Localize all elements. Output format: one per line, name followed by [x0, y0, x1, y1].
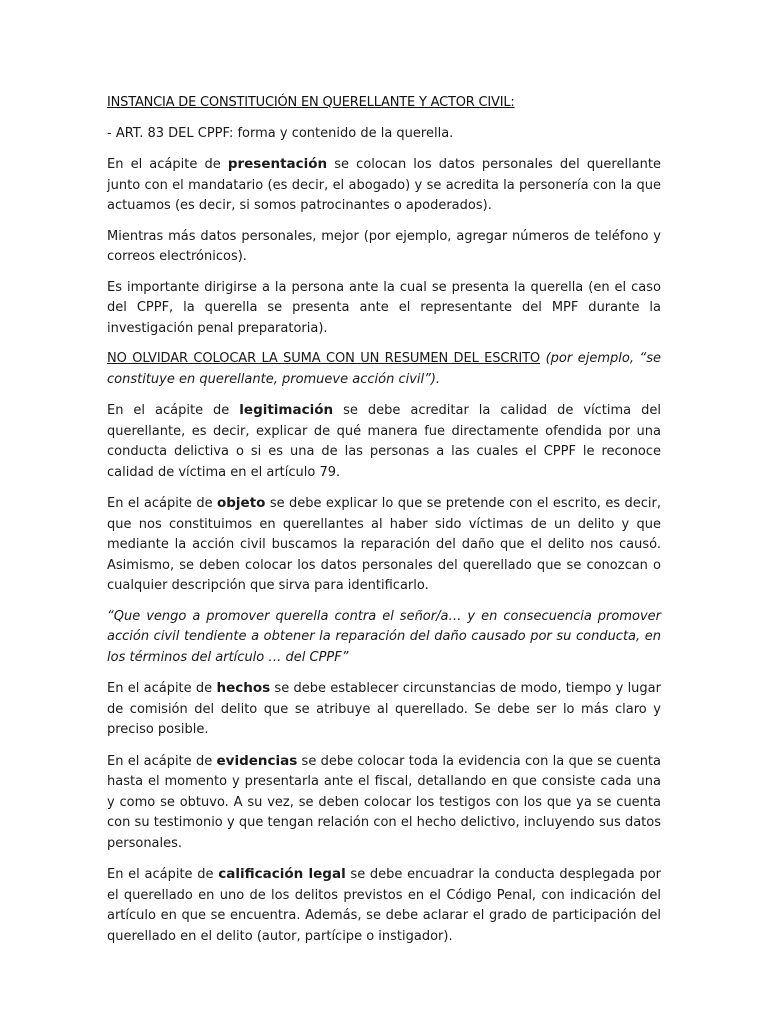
paragraph-body: se colocan los datos personales del querellante junto con el mandatario (es decir, el abogado) y se acredita la personería con la que actuamos (es decir, si somos patrocinantes o apoderados).: [107, 157, 661, 213]
keyword-objeto: objeto: [216, 495, 266, 511]
paragraph-datos-personales: Mientras más datos personales, mejor (por ejemplo, agregar números de teléfono y correos electrónicos).: [107, 228, 661, 264]
keyword-calificacion-legal: calificación legal: [218, 866, 346, 882]
paragraph-no-olvidar: [107, 349, 661, 390]
sample-quote: “Que vengo a promover querella contra el señor/a… y en consecuencia promover acción civil tendiente a obtener la reparación del daño causado por su conducta, en los términos del artículo … del CPPF”: [107, 608, 661, 665]
keyword-presentacion: presentación: [227, 156, 328, 172]
caps-reminder: NO OLVIDAR COLOCAR LA SUMA CON UN RESUMEN DEL ESCRITO: [107, 351, 541, 366]
paragraph-lead: En el acápite de: [107, 403, 240, 418]
paragraph-dirigirse: Es importante dirigirse a la persona ante la cual se presenta la querella (en el caso del CPPF, la querella se presenta ante el representante del MPF durante la investigación penal preparatoria).: [107, 279, 661, 336]
paragraph-body: se debe establecer circunstancias de modo, tiempo y lugar de comisión del delito que se atribuye al querellado. Se debe ser lo más claro y preciso posible.: [107, 681, 661, 737]
reminder-example: (por ejemplo, “se constituye en querellante, promueve acción civil”).: [107, 351, 661, 387]
paragraph-lead: En el acápite de: [107, 867, 219, 882]
paragraph-legitimacion: [107, 400, 661, 483]
paragraph-presentacion: [107, 154, 661, 217]
keyword-evidencias: evidencias: [216, 752, 298, 769]
paragraph-lead: En el acápite de: [107, 681, 217, 696]
paragraph-lead: En el acápite de: [107, 496, 217, 511]
paragraph-body: se debe acreditar la calidad de víctima del querellante, es decir, explicar de qué manera fue directamente ofendida por una conducta delictiva o si es una de las personas a las cuales el CPPF le reconoce calidad de víctima en el artículo 79.: [107, 403, 661, 480]
paragraph-hechos: [107, 678, 661, 741]
document-page: [107, 93, 661, 957]
article-reference: - ART. 83 DEL CPPF: forma y contenido de la querella.: [107, 125, 454, 141]
paragraph-lead: En el acápite de: [107, 753, 217, 769]
paragraph-calificacion-legal: [107, 864, 661, 947]
paragraph-body: se debe colocar toda la evidencia con la que se cuenta hasta el momento y presentarla ante el fiscal, detallando en que consiste cada una y como se obtuvo. A su vez, se deben colocar los testigos con los que ya se cuenta con su testimonio y que tengan relación con el hecho delictivo, incluyendo sus datos personales.: [107, 753, 661, 851]
keyword-hechos: hechos: [216, 680, 271, 696]
paragraph-lead: En el acápite de: [107, 157, 228, 172]
paragraph-evidencias: [107, 751, 661, 855]
paragraph-body: se debe explicar lo que se pretende con el escrito, es decir, que nos constituimos en querellantes al haber sido víctimas de un delito y que mediante la acción civil buscamos la reparación del daño que el delito nos causó. Asimismo, se deben colocar los datos personales del querellado que se conozcan o cualquier descripción que sirva para identificarlo.: [107, 496, 661, 593]
paragraph-objeto: [107, 493, 661, 597]
keyword-legitimacion: legitimación: [239, 402, 334, 418]
paragraph-body: se debe encuadrar la conducta desplegada por el querellado en uno de los delitos previstos en el Código Penal, con indicación del artículo en que se encuentra. Además, se debe aclarar el grado de participación del querellado en el delito (autor, partícipe o instigador).: [107, 867, 662, 944]
document-title: INSTANCIA DE CONSTITUCIÓN EN QUERELLANTE Y ACTOR CIVIL:: [107, 95, 515, 110]
